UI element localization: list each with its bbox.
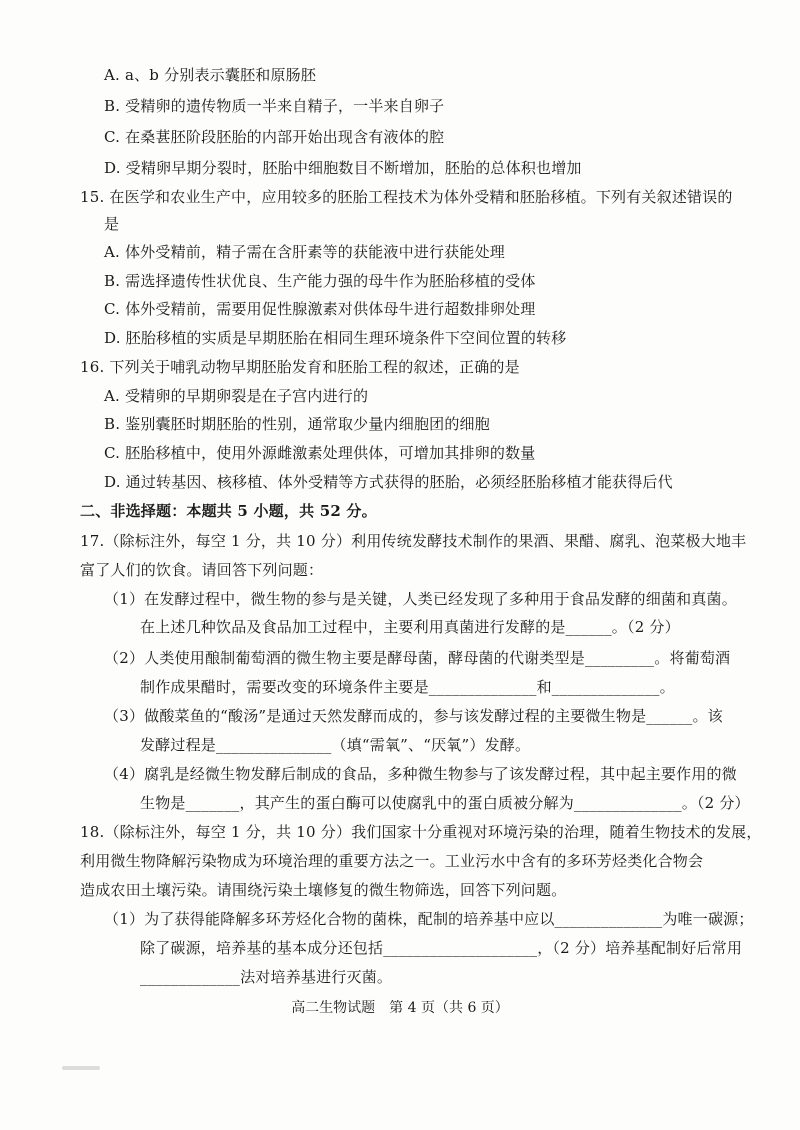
section-2-heading: 二、非选择题：本题共 5 小题，共 52 分。 <box>80 502 377 520</box>
q18-stem-line2: 利用微生物降解污染物成为环境治理的重要方法之一。工业污水中含有的多环芳烃类化合物会 <box>80 852 704 870</box>
q18-stem-line1: 18.（除标注外，每空 1 分，共 10 分）我们国家十分重视对环境污染的治理，随着生物技术的发展， <box>80 823 762 841</box>
q17-sub3-line1: （3）做酸菜鱼的“酸汤”是通过天然发酵而成的，参与该发酵过程的主要微生物是______。该 <box>104 707 723 725</box>
q14-option-d: D. 受精卵早期分裂时，胚胎中细胞数目不断增加，胚胎的总体积也增加 <box>104 159 582 177</box>
q18-stem-line3: 造成农田土壤污染。请围绕污染土壤修复的微生物筛选，回答下列问题。 <box>80 881 567 899</box>
q17-sub1-line2: 在上述几种饮品及食品加工过程中，主要利用真菌进行发酵的是______。（2 分） <box>140 618 680 636</box>
scan-smudge <box>62 1066 100 1070</box>
q17-sub4-line2: 生物是_______，其产生的蛋白酶可以使腐乳中的蛋白质被分解为______________。（2 分） <box>140 794 750 812</box>
q16-option-d: D. 通过转基因、核移植、体外受精等方式获得的胚胎，必须经胚胎移植才能获得后代 <box>104 473 673 491</box>
q17-sub2-line2: 制作成果醋时，需要改变的环境条件主要是______________和______________。 <box>140 678 675 696</box>
q18-sub1-line1: （1）为了获得能降解多环芳烃化合物的菌株，配制的培养基中应以______________为唯一碳源； <box>104 910 754 928</box>
q18-sub1-line3: _____________法对培养基进行灭菌。 <box>140 968 393 986</box>
q16-option-c: C. 胚胎移植中，使用外源雌激素处理供体，可增加其排卵的数量 <box>104 444 536 462</box>
q16-stem: 16. 下列关于哺乳动物早期胚胎发育和胚胎工程的叙述，正确的是 <box>80 358 520 376</box>
q14-option-b: B. 受精卵的遗传物质一半来自精子，一半来自卵子 <box>104 97 445 115</box>
q15-option-c: C. 体外受精前，需要用促性腺激素对供体母牛进行超数排卵处理 <box>104 300 536 318</box>
q15-option-a: A. 体外受精前，精子需在含肝素等的获能液中进行获能处理 <box>104 243 505 261</box>
q18-sub1-line2: 除了碳源，培养基的基本成分还包括____________________，（2 分）培养基配制好后常用 <box>140 939 743 957</box>
q14-option-a: A. a、b 分别表示囊胚和原肠胚 <box>104 66 317 84</box>
q17-sub4-line1: （4）腐乳是经微生物发酵后制成的食品，多种微生物参与了该发酵过程，其中起主要作用的微 <box>104 765 737 783</box>
q16-option-b: B. 鉴别囊胚时期胚胎的性别，通常取少量内细胞团的细胞 <box>104 415 490 433</box>
q15-stem-line2: 是 <box>104 215 120 233</box>
q16-option-a: A. 受精卵的早期卵裂是在子宫内进行的 <box>104 387 369 405</box>
q17-sub3-line2: 发酵过程是_______________（填“需氧”、“厌氧”）发酵。 <box>140 736 531 754</box>
q17-stem-line2: 富了人们的饮食。请回答下列问题： <box>80 561 324 579</box>
q15-option-d: D. 胚胎移植的实质是早期胚胎在相同生理环境条件下空间位置的转移 <box>104 329 567 347</box>
q15-stem-line1: 15. 在医学和农业生产中，应用较多的胚胎工程技术为体外受精和胚胎移植。下列有关叙述错误的 <box>80 188 733 206</box>
q17-sub2-line1: （2）人类使用酿制葡萄酒的微生物主要是酵母菌，酵母菌的代谢类型是_________。将葡萄酒 <box>104 649 731 667</box>
q17-stem-line1: 17.（除标注外，每空 1 分，共 10 分）利用传统发酵技术制作的果酒、果醋、腐乳、泡菜极大地丰 <box>80 532 747 550</box>
q15-option-b: B. 需选择遗传性状优良、生产能力强的母牛作为胚胎移植的受体 <box>104 272 536 290</box>
page-footer: 高二生物试题 第 4 页（共 6 页） <box>291 1000 509 1016</box>
q14-option-c: C. 在桑葚胚阶段胚胎的内部开始出现含有液体的腔 <box>104 128 445 146</box>
q17-sub1-line1: （1）在发酵过程中，微生物的参与是关键，人类已经发现了多种用于食品发酵的细菌和真菌。 <box>104 590 737 608</box>
